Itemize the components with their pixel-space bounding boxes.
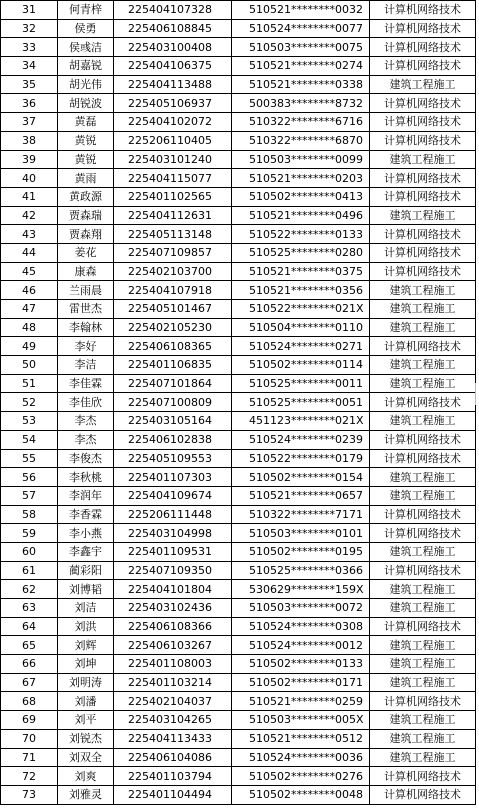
row-number-cell: 38: [1, 131, 58, 150]
table-row: [1, 356, 476, 375]
major-cell: 建筑工程施工: [370, 729, 476, 748]
major-cell: 计算机网络技术: [370, 617, 476, 636]
row-number-cell: 69: [1, 711, 58, 730]
id-card-number-cell: 510521********0375: [232, 262, 370, 281]
id-card-number-cell: 510521********0657: [232, 486, 370, 505]
major-cell: 建筑工程施工: [370, 318, 476, 337]
student-id-cell: 225404113433: [114, 729, 232, 748]
major-cell: 建筑工程施工: [370, 655, 476, 674]
major-cell: 建筑工程施工: [370, 281, 476, 300]
table-row: [1, 673, 476, 692]
major-cell: 计算机网络技术: [370, 337, 476, 356]
table-row: [1, 486, 476, 505]
major-cell: 建筑工程施工: [370, 412, 476, 431]
id-card-number-cell: 510522********0133: [232, 225, 370, 244]
student-id-cell: 225404106375: [114, 57, 232, 76]
student-name-cell: 李秋桃: [58, 468, 114, 487]
student-name-cell: 刘洪: [58, 617, 114, 636]
table-row: [1, 636, 476, 655]
row-number-cell: 33: [1, 38, 58, 57]
student-id-cell: 225403104265: [114, 711, 232, 730]
major-cell: 计算机网络技术: [370, 169, 476, 188]
table-row: [1, 393, 476, 412]
id-card-number-cell: 510521********0274: [232, 57, 370, 76]
student-id-cell: 225405109553: [114, 449, 232, 468]
student-id-cell: 225406102838: [114, 430, 232, 449]
row-number-cell: 58: [1, 505, 58, 524]
major-cell: 建筑工程施工: [370, 206, 476, 225]
student-id-cell: 225401102565: [114, 187, 232, 206]
student-id-cell: 225402103700: [114, 262, 232, 281]
student-name-cell: 黄磊: [58, 113, 114, 132]
row-number-cell: 72: [1, 767, 58, 786]
id-card-number-cell: 510503********005X: [232, 711, 370, 730]
major-cell: 建筑工程施工: [370, 748, 476, 767]
student-id-cell: 225403102436: [114, 599, 232, 618]
row-number-cell: 47: [1, 300, 58, 319]
student-name-cell: 康森: [58, 262, 114, 281]
student-name-cell: 李佳霖: [58, 374, 114, 393]
student-name-cell: 贾森翔: [58, 225, 114, 244]
student-id-cell: 225405113148: [114, 225, 232, 244]
student-name-cell: 胡嘉锐: [58, 57, 114, 76]
student-id-cell: 225404113488: [114, 75, 232, 94]
id-card-number-cell: 510524********0308: [232, 617, 370, 636]
major-cell: 计算机网络技术: [370, 243, 476, 262]
row-number-cell: 70: [1, 729, 58, 748]
id-card-number-cell: 510502********0114: [232, 356, 370, 375]
student-id-cell: 225404109674: [114, 486, 232, 505]
id-card-number-cell: 510322********7171: [232, 505, 370, 524]
student-id-cell: 225407100809: [114, 393, 232, 412]
student-id-cell: 225407101864: [114, 374, 232, 393]
student-name-cell: 刘辉: [58, 636, 114, 655]
student-name-cell: 姜花: [58, 243, 114, 262]
table-row: [1, 169, 476, 188]
student-name-cell: 蔺彩阳: [58, 561, 114, 580]
student-name-cell: 黄政源: [58, 187, 114, 206]
row-number-cell: 39: [1, 150, 58, 169]
id-card-number-cell: 530629********159X: [232, 580, 370, 599]
major-cell: 计算机网络技术: [370, 94, 476, 113]
student-id-cell: 225407109857: [114, 243, 232, 262]
major-cell: 建筑工程施工: [370, 599, 476, 618]
row-number-cell: 62: [1, 580, 58, 599]
student-id-cell: 225403105164: [114, 412, 232, 431]
id-card-number-cell: 500383********8732: [232, 94, 370, 113]
table-row: [1, 19, 476, 38]
major-cell: 计算机网络技术: [370, 561, 476, 580]
row-number-cell: 56: [1, 468, 58, 487]
major-cell: 计算机网络技术: [370, 19, 476, 38]
student-name-cell: 刘明涛: [58, 673, 114, 692]
row-number-cell: 67: [1, 673, 58, 692]
student-name-cell: 李杰: [58, 430, 114, 449]
table-row: [1, 38, 476, 57]
student-id-cell: 225401107303: [114, 468, 232, 487]
student-id-cell: 225407109350: [114, 561, 232, 580]
id-card-number-cell: 510521********0338: [232, 75, 370, 94]
id-card-number-cell: 510502********0195: [232, 542, 370, 561]
major-cell: 计算机网络技术: [370, 262, 476, 281]
student-name-cell: 李香霖: [58, 505, 114, 524]
id-card-number-cell: 510503********0075: [232, 38, 370, 57]
table-row: [1, 1, 476, 20]
sheet-edge-marker: [475, 383, 479, 405]
table-row: [1, 580, 476, 599]
table-row: [1, 300, 476, 319]
id-card-number-cell: 510503********0101: [232, 524, 370, 543]
id-card-number-cell: 510521********0356: [232, 281, 370, 300]
student-name-cell: 贾森瑞: [58, 206, 114, 225]
student-name-cell: 李翰林: [58, 318, 114, 337]
table-row: [1, 692, 476, 711]
student-name-cell: 李小燕: [58, 524, 114, 543]
row-number-cell: 54: [1, 430, 58, 449]
student-id-cell: 225406108365: [114, 337, 232, 356]
student-id-cell: 225404115077: [114, 169, 232, 188]
student-id-cell: 225406108845: [114, 19, 232, 38]
row-number-cell: 49: [1, 337, 58, 356]
row-number-cell: 40: [1, 169, 58, 188]
major-cell: 建筑工程施工: [370, 300, 476, 319]
row-number-cell: 66: [1, 655, 58, 674]
major-cell: 计算机网络技术: [370, 449, 476, 468]
student-id-cell: 225405106937: [114, 94, 232, 113]
table-row: [1, 113, 476, 132]
row-number-cell: 59: [1, 524, 58, 543]
table-row: [1, 225, 476, 244]
id-card-number-cell: 510502********0154: [232, 468, 370, 487]
row-number-cell: 65: [1, 636, 58, 655]
row-number-cell: 48: [1, 318, 58, 337]
id-card-number-cell: 451123********021X: [232, 412, 370, 431]
major-cell: 计算机网络技术: [370, 785, 476, 804]
major-cell: 计算机网络技术: [370, 524, 476, 543]
student-id-cell: 225403104998: [114, 524, 232, 543]
id-card-number-cell: 510525********0011: [232, 374, 370, 393]
id-card-number-cell: 510502********0048: [232, 785, 370, 804]
table-row: [1, 542, 476, 561]
table-row: [1, 75, 476, 94]
student-name-cell: 何青梓: [58, 1, 114, 20]
id-card-number-cell: 510525********0366: [232, 561, 370, 580]
id-card-number-cell: 510521********0512: [232, 729, 370, 748]
id-card-number-cell: 510503********0099: [232, 150, 370, 169]
row-number-cell: 44: [1, 243, 58, 262]
table-row: [1, 711, 476, 730]
major-cell: 计算机网络技术: [370, 113, 476, 132]
row-number-cell: 73: [1, 785, 58, 804]
student-name-cell: 李鑫宇: [58, 542, 114, 561]
student-name-cell: 胡锐波: [58, 94, 114, 113]
major-cell: 建筑工程施工: [370, 468, 476, 487]
student-name-cell: 侯彧洁: [58, 38, 114, 57]
major-cell: 计算机网络技术: [370, 1, 476, 20]
row-number-cell: 36: [1, 94, 58, 113]
table-row: [1, 767, 476, 786]
id-card-number-cell: 510502********0413: [232, 187, 370, 206]
student-id-cell: 225404102072: [114, 113, 232, 132]
roster-body: [1, 1, 476, 805]
table-row: [1, 412, 476, 431]
student-name-cell: 侯勇: [58, 19, 114, 38]
student-name-cell: 雷世杰: [58, 300, 114, 319]
row-number-cell: 32: [1, 19, 58, 38]
student-id-cell: 225406104086: [114, 748, 232, 767]
table-row: [1, 318, 476, 337]
id-card-number-cell: 510502********0171: [232, 673, 370, 692]
table-row: [1, 150, 476, 169]
major-cell: 建筑工程施工: [370, 636, 476, 655]
student-name-cell: 刘博韬: [58, 580, 114, 599]
row-number-cell: 46: [1, 281, 58, 300]
major-cell: 计算机网络技术: [370, 505, 476, 524]
table-row: [1, 374, 476, 393]
student-name-cell: 李佳欣: [58, 393, 114, 412]
id-card-number-cell: 510524********0239: [232, 430, 370, 449]
row-number-cell: 53: [1, 412, 58, 431]
row-number-cell: 41: [1, 187, 58, 206]
table-row: [1, 131, 476, 150]
major-cell: 建筑工程施工: [370, 542, 476, 561]
table-row: [1, 785, 476, 804]
id-card-number-cell: 510502********0133: [232, 655, 370, 674]
student-name-cell: 李好: [58, 337, 114, 356]
student-name-cell: 黄锐: [58, 150, 114, 169]
student-id-cell: 225402104037: [114, 692, 232, 711]
major-cell: 建筑工程施工: [370, 580, 476, 599]
table-row: [1, 655, 476, 674]
major-cell: 建筑工程施工: [370, 673, 476, 692]
row-number-cell: 61: [1, 561, 58, 580]
table-row: [1, 505, 476, 524]
student-id-cell: 225406108366: [114, 617, 232, 636]
row-number-cell: 45: [1, 262, 58, 281]
major-cell: 建筑工程施工: [370, 356, 476, 375]
table-row: [1, 468, 476, 487]
student-name-cell: 胡光伟: [58, 75, 114, 94]
table-row: [1, 430, 476, 449]
student-id-cell: 225401108003: [114, 655, 232, 674]
student-id-cell: 225401103794: [114, 767, 232, 786]
major-cell: 计算机网络技术: [370, 38, 476, 57]
student-name-cell: 刘潘: [58, 692, 114, 711]
student-name-cell: 李俊杰: [58, 449, 114, 468]
row-number-cell: 35: [1, 75, 58, 94]
major-cell: 计算机网络技术: [370, 393, 476, 412]
row-number-cell: 60: [1, 542, 58, 561]
student-name-cell: 刘锐杰: [58, 729, 114, 748]
major-cell: 计算机网络技术: [370, 187, 476, 206]
table-row: [1, 561, 476, 580]
row-number-cell: 37: [1, 113, 58, 132]
student-id-cell: 225404101804: [114, 580, 232, 599]
student-name-cell: 李洁: [58, 356, 114, 375]
id-card-number-cell: 510522********021X: [232, 300, 370, 319]
row-number-cell: 34: [1, 57, 58, 76]
table-row: [1, 243, 476, 262]
row-number-cell: 43: [1, 225, 58, 244]
major-cell: 建筑工程施工: [370, 486, 476, 505]
student-name-cell: 李杰: [58, 412, 114, 431]
student-id-cell: 225401103214: [114, 673, 232, 692]
student-id-cell: 225403100408: [114, 38, 232, 57]
table-row: [1, 94, 476, 113]
student-id-cell: 225404107918: [114, 281, 232, 300]
table-row: [1, 449, 476, 468]
id-card-number-cell: 510525********0280: [232, 243, 370, 262]
student-id-cell: 225401104494: [114, 785, 232, 804]
id-card-number-cell: 510503********0072: [232, 599, 370, 618]
major-cell: 计算机网络技术: [370, 131, 476, 150]
row-number-cell: 57: [1, 486, 58, 505]
table-row: [1, 729, 476, 748]
table-row: [1, 748, 476, 767]
row-number-cell: 51: [1, 374, 58, 393]
id-card-number-cell: 510525********0051: [232, 393, 370, 412]
row-number-cell: 50: [1, 356, 58, 375]
student-id-cell: 225404112631: [114, 206, 232, 225]
student-name-cell: 刘双全: [58, 748, 114, 767]
table-row: [1, 617, 476, 636]
table-row: [1, 187, 476, 206]
student-id-cell: 225206110405: [114, 131, 232, 150]
student-id-cell: 225401106835: [114, 356, 232, 375]
row-number-cell: 68: [1, 692, 58, 711]
major-cell: 计算机网络技术: [370, 225, 476, 244]
table-row: [1, 599, 476, 618]
major-cell: 计算机网络技术: [370, 767, 476, 786]
table-row: [1, 206, 476, 225]
student-id-cell: 225402105230: [114, 318, 232, 337]
student-id-cell: 225406103267: [114, 636, 232, 655]
table-row: [1, 524, 476, 543]
student-id-cell: 225404107328: [114, 1, 232, 20]
id-card-number-cell: 510524********0012: [232, 636, 370, 655]
id-card-number-cell: 510502********0276: [232, 767, 370, 786]
student-id-cell: 225405101467: [114, 300, 232, 319]
student-name-cell: 兰雨晨: [58, 281, 114, 300]
id-card-number-cell: 510524********0077: [232, 19, 370, 38]
id-card-number-cell: 510521********0203: [232, 169, 370, 188]
student-id-cell: 225403101240: [114, 150, 232, 169]
student-name-cell: 刘洁: [58, 599, 114, 618]
row-number-cell: 55: [1, 449, 58, 468]
id-card-number-cell: 510524********0036: [232, 748, 370, 767]
id-card-number-cell: 510322********6870: [232, 131, 370, 150]
student-id-cell: 225206111448: [114, 505, 232, 524]
row-number-cell: 52: [1, 393, 58, 412]
id-card-number-cell: 510504********0110: [232, 318, 370, 337]
id-card-number-cell: 510521********0496: [232, 206, 370, 225]
major-cell: 建筑工程施工: [370, 75, 476, 94]
row-number-cell: 71: [1, 748, 58, 767]
student-name-cell: 黄雨: [58, 169, 114, 188]
table-row: [1, 262, 476, 281]
student-id-cell: 225401109531: [114, 542, 232, 561]
student-name-cell: 黄锐: [58, 131, 114, 150]
id-card-number-cell: 510322********6716: [232, 113, 370, 132]
major-cell: 建筑工程施工: [370, 374, 476, 393]
student-name-cell: 刘雅灵: [58, 785, 114, 804]
table-row: [1, 281, 476, 300]
row-number-cell: 42: [1, 206, 58, 225]
id-card-number-cell: 510521********0032: [232, 1, 370, 20]
major-cell: 计算机网络技术: [370, 430, 476, 449]
major-cell: 建筑工程施工: [370, 150, 476, 169]
student-name-cell: 刘爽: [58, 767, 114, 786]
row-number-cell: 64: [1, 617, 58, 636]
id-card-number-cell: 510524********0271: [232, 337, 370, 356]
student-name-cell: 李润年: [58, 486, 114, 505]
table-row: [1, 337, 476, 356]
student-name-cell: 刘坤: [58, 655, 114, 674]
major-cell: 计算机网络技术: [370, 57, 476, 76]
student-name-cell: 刘平: [58, 711, 114, 730]
major-cell: 计算机网络技术: [370, 692, 476, 711]
row-number-cell: 63: [1, 599, 58, 618]
id-card-number-cell: 510521********0259: [232, 692, 370, 711]
row-number-cell: 31: [1, 1, 58, 20]
id-card-number-cell: 510522********0179: [232, 449, 370, 468]
table-row: [1, 57, 476, 76]
major-cell: 建筑工程施工: [370, 711, 476, 730]
